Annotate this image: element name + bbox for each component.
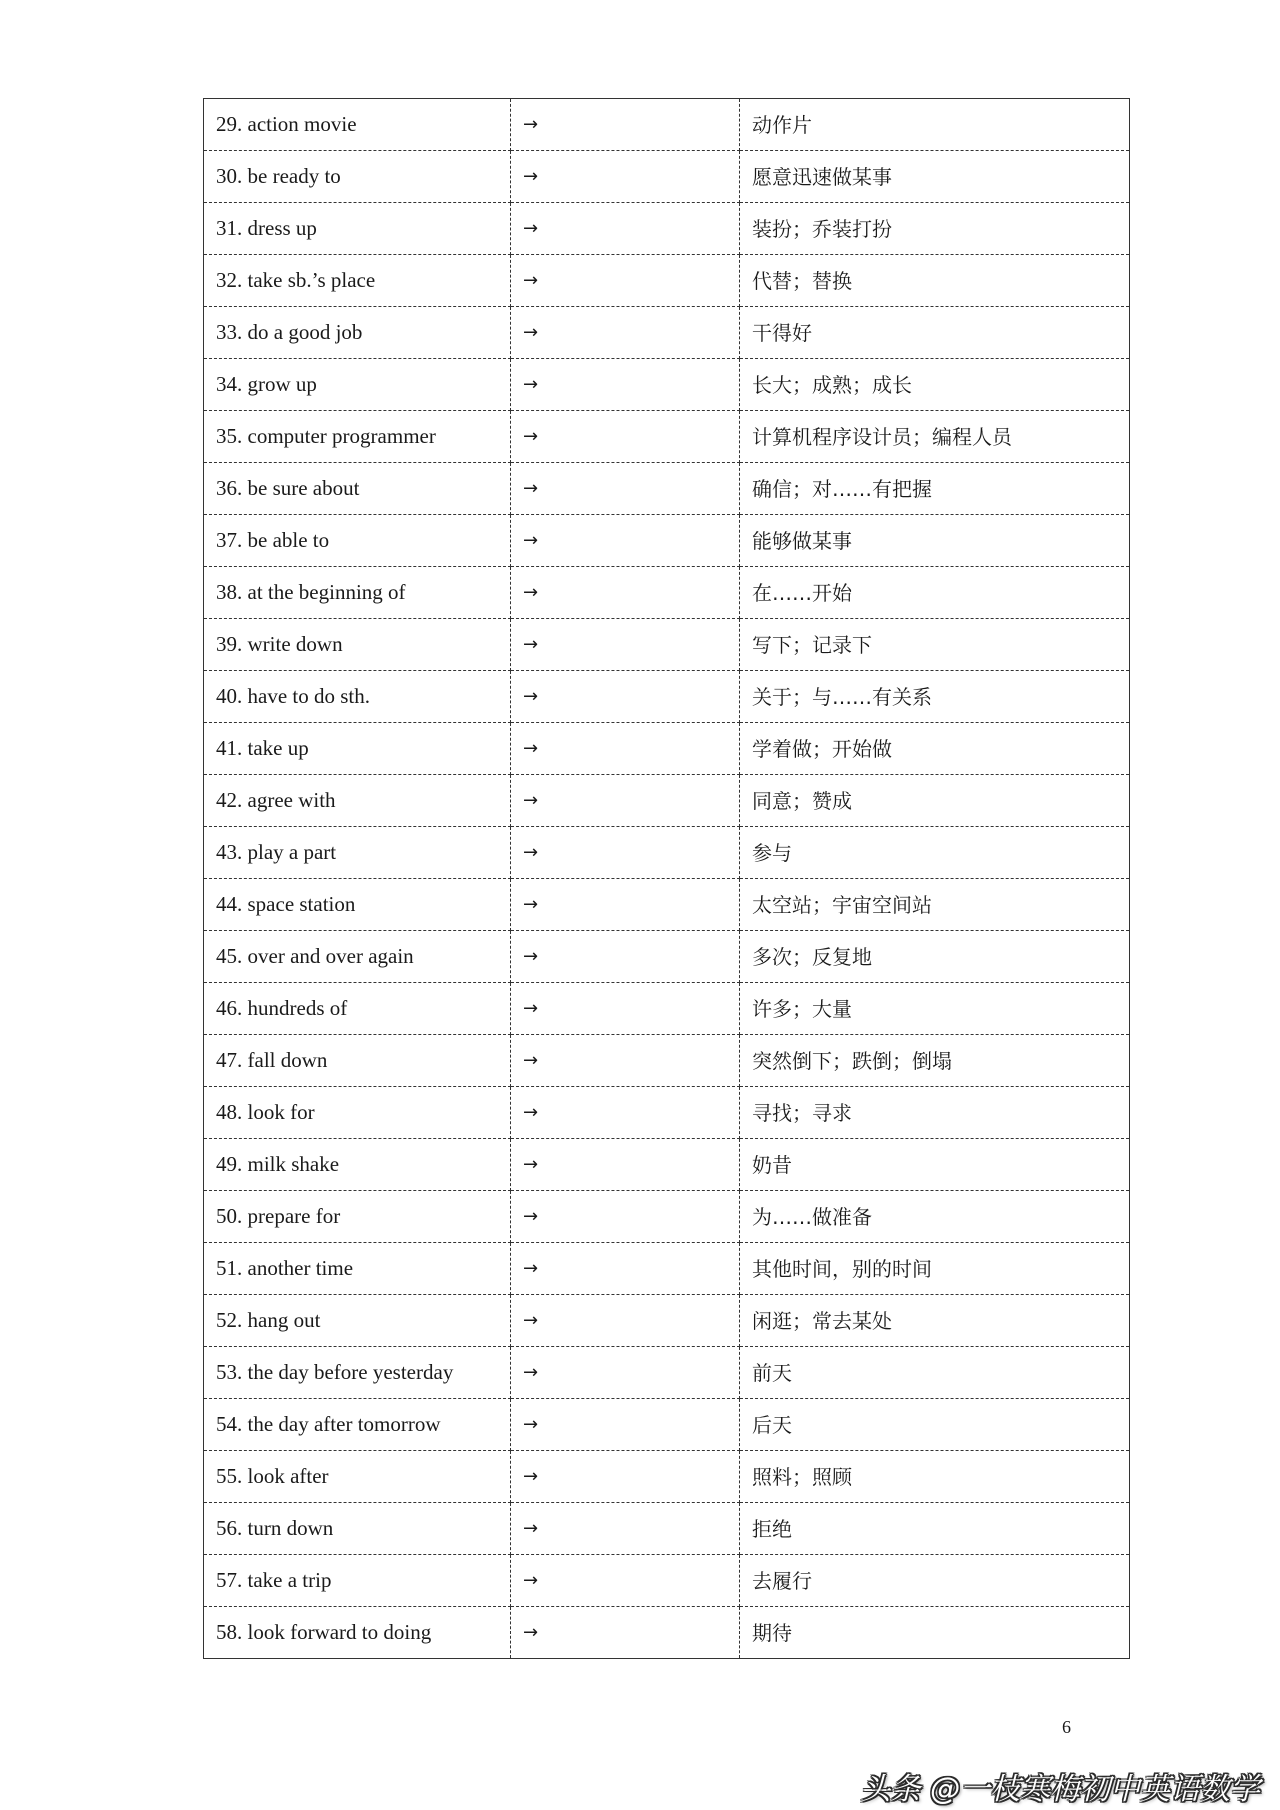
table-row [204,411,1130,463]
table-row [204,1087,1130,1139]
chinese-meaning: 多次；反复地 [740,931,1130,983]
watermark-text: 头条 @一枝寒梅初中英语数学 [860,1772,1260,1807]
arrow-icon: → [511,1087,740,1139]
table-row [204,255,1130,307]
chinese-meaning: 参与 [740,827,1130,879]
english-phrase: 57. take a trip [204,1555,511,1607]
table-row [204,1035,1130,1087]
chinese-meaning: 拒绝 [740,1503,1130,1555]
chinese-meaning: 在……开始 [740,567,1130,619]
chinese-meaning: 为……做准备 [740,1191,1130,1243]
chinese-meaning: 动作片 [740,99,1130,151]
arrow-icon: → [511,1035,740,1087]
arrow-icon: → [511,463,740,515]
arrow-icon: → [511,1451,740,1503]
english-phrase: 43. play a part [204,827,511,879]
table-row [204,1295,1130,1347]
arrow-icon: → [511,307,740,359]
table-row [204,1607,1130,1659]
english-phrase: 44. space station [204,879,511,931]
chinese-meaning: 突然倒下；跌倒；倒塌 [740,1035,1130,1087]
chinese-meaning: 许多；大量 [740,983,1130,1035]
arrow-icon: → [511,723,740,775]
arrow-icon: → [511,1295,740,1347]
arrow-icon: → [511,775,740,827]
english-phrase: 51. another time [204,1243,511,1295]
arrow-icon: → [511,619,740,671]
english-phrase: 58. look forward to doing [204,1607,511,1659]
page-number: 6 [1062,1717,1071,1737]
chinese-meaning: 装扮；乔装打扮 [740,203,1130,255]
chinese-meaning: 同意；赞成 [740,775,1130,827]
english-phrase: 53. the day before yesterday [204,1347,511,1399]
arrow-icon: → [511,671,740,723]
chinese-meaning: 闲逛；常去某处 [740,1295,1130,1347]
english-phrase: 47. fall down [204,1035,511,1087]
chinese-meaning: 寻找；寻求 [740,1087,1130,1139]
arrow-icon: → [511,931,740,983]
arrow-icon: → [511,411,740,463]
chinese-meaning: 学着做；开始做 [740,723,1130,775]
english-phrase: 29. action movie [204,99,511,151]
english-phrase: 32. take sb.’s place [204,255,511,307]
arrow-icon: → [511,99,740,151]
table-row [204,1243,1130,1295]
table-row [204,1347,1130,1399]
table-row [204,99,1130,151]
table-row [204,1555,1130,1607]
chinese-meaning: 期待 [740,1607,1130,1659]
english-phrase: 52. hang out [204,1295,511,1347]
chinese-meaning: 长大；成熟；成长 [740,359,1130,411]
english-phrase: 40. have to do sth. [204,671,511,723]
english-phrase: 35. computer programmer [204,411,511,463]
english-phrase: 55. look after [204,1451,511,1503]
table-row [204,359,1130,411]
arrow-icon: → [511,1607,740,1659]
arrow-icon: → [511,879,740,931]
english-phrase: 38. at the beginning of [204,567,511,619]
chinese-meaning: 写下；记录下 [740,619,1130,671]
chinese-meaning: 照料；照顾 [740,1451,1130,1503]
english-phrase: 33. do a good job [204,307,511,359]
english-phrase: 37. be able to [204,515,511,567]
table-row [204,775,1130,827]
table-row [204,671,1130,723]
english-phrase: 50. prepare for [204,1191,511,1243]
chinese-meaning: 后天 [740,1399,1130,1451]
arrow-icon: → [511,1555,740,1607]
arrow-icon: → [511,203,740,255]
table-row [204,1503,1130,1555]
chinese-meaning: 去履行 [740,1555,1130,1607]
table-row [204,463,1130,515]
table-row [204,567,1130,619]
arrow-icon: → [511,1191,740,1243]
table-row [204,1139,1130,1191]
chinese-meaning: 能够做某事 [740,515,1130,567]
table-row [204,827,1130,879]
english-phrase: 31. dress up [204,203,511,255]
english-phrase: 41. take up [204,723,511,775]
arrow-icon: → [511,983,740,1035]
table-row [204,1451,1130,1503]
table-row [204,983,1130,1035]
chinese-meaning: 前天 [740,1347,1130,1399]
english-phrase: 34. grow up [204,359,511,411]
chinese-meaning: 代替；替换 [740,255,1130,307]
arrow-icon: → [511,151,740,203]
arrow-icon: → [511,1503,740,1555]
arrow-icon: → [511,1347,740,1399]
english-phrase: 30. be ready to [204,151,511,203]
chinese-meaning: 愿意迅速做某事 [740,151,1130,203]
arrow-icon: → [511,567,740,619]
table-row [204,203,1130,255]
chinese-meaning: 干得好 [740,307,1130,359]
chinese-meaning: 奶昔 [740,1139,1130,1191]
english-phrase: 54. the day after tomorrow [204,1399,511,1451]
arrow-icon: → [511,827,740,879]
table-row [204,723,1130,775]
english-phrase: 36. be sure about [204,463,511,515]
table-row [204,879,1130,931]
english-phrase: 45. over and over again [204,931,511,983]
chinese-meaning: 计算机程序设计员；编程人员 [740,411,1130,463]
chinese-meaning: 太空站；宇宙空间站 [740,879,1130,931]
table-row [204,931,1130,983]
arrow-icon: → [511,255,740,307]
table-row [204,151,1130,203]
arrow-icon: → [511,515,740,567]
english-phrase: 48. look for [204,1087,511,1139]
table-row [204,515,1130,567]
arrow-icon: → [511,359,740,411]
vocabulary-table [203,98,1130,1659]
vocabulary-table-body [204,99,1130,1659]
chinese-meaning: 关于；与……有关系 [740,671,1130,723]
arrow-icon: → [511,1399,740,1451]
english-phrase: 42. agree with [204,775,511,827]
english-phrase: 46. hundreds of [204,983,511,1035]
table-row [204,1399,1130,1451]
english-phrase: 56. turn down [204,1503,511,1555]
table-row [204,1191,1130,1243]
chinese-meaning: 确信；对……有把握 [740,463,1130,515]
chinese-meaning: 其他时间，别的时间 [740,1243,1130,1295]
english-phrase: 39. write down [204,619,511,671]
english-phrase: 49. milk shake [204,1139,511,1191]
arrow-icon: → [511,1139,740,1191]
table-row [204,619,1130,671]
table-row [204,307,1130,359]
arrow-icon: → [511,1243,740,1295]
